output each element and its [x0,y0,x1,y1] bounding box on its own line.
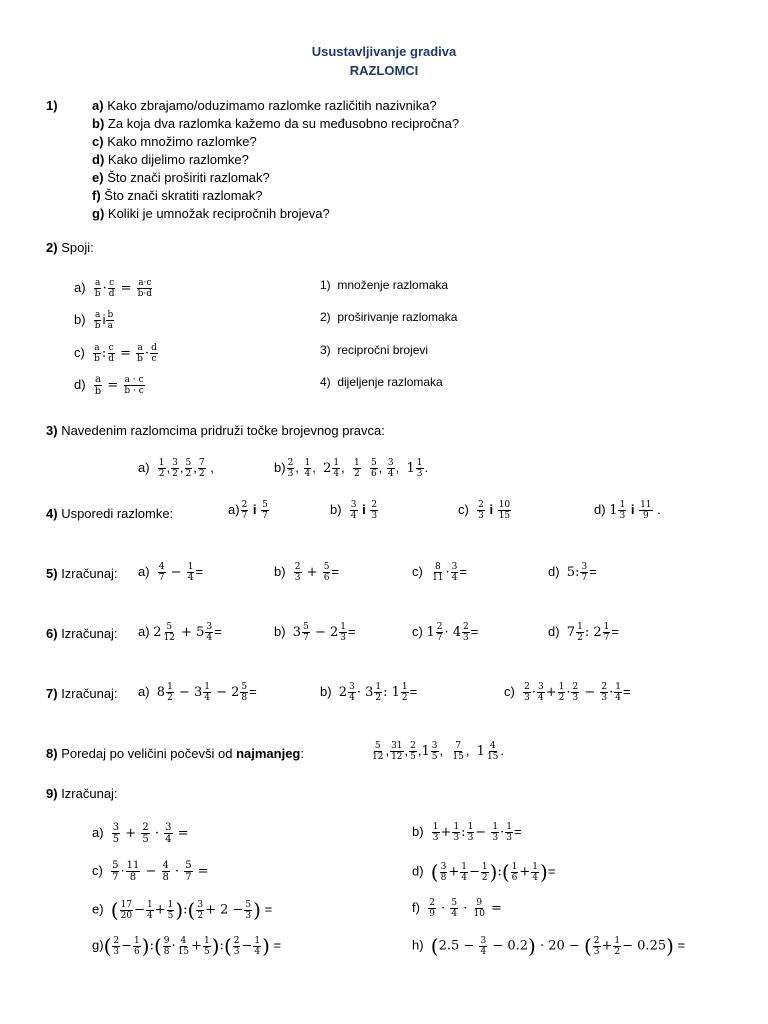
q1-item-a: a) Kako zbrajamo/oduzimamo razlomke različitih nazivnika? [92,98,437,113]
q9-e: e) ( $\frac{17}{20}$ − $\frac{1}{4}$ + $\frac{1}{5}$ ):( $\frac{3}{2}$ + 2 − $\frac{5}{3}$ ) = [92,898,273,922]
q8-header: 8) Poredaj po veličini počevši od najmanjeg: [46,746,304,761]
q2-right-1: 1) množenje razlomaka [320,278,449,292]
q7-b: b) 2 $\frac{3}{4}$ · 3 $\frac{1}{2}$ : 1 $\frac{1}{2}$ = [320,682,418,703]
q9-d: d) ( $\frac{3}{8}$ + $\frac{1}{4}$ − $\frac{1}{2}$ ):( $\frac{1}{6}$ + $\frac{1}{4}$ )= [412,860,556,884]
q6-d: d) 7 $\frac{1}{2}$ : 2 $\frac{1}{7}$ = [548,622,619,643]
q1-item-d: d) Kako dijelimo razlomke? [92,152,249,167]
q9-c: c) $\frac{5}{7}$ · $\frac{11}{8}$ − $\frac{4}{8}$ · $\frac{5}{7}$ = [92,860,209,883]
q2-right-4: 4) dijeljenje razlomaka [320,375,443,389]
q6-a: a) 2 $\frac{5}{12}$ + 5 $\frac{3}{4}$ = [138,622,222,643]
q9-g: g)( $\frac{2}{3}$ − $\frac{1}{6}$ ):( $\frac{9}{8}$ · $\frac{4}{15}$ + $\frac{1}{5}$ ):( $\frac{2}{3}$ − $\frac{1}{4}$ ) = [92,934,282,958]
q2-left-c: c) $\frac{a}{b}$ : $\frac{c}{d}$ = $\frac{a}{b}$ · $\frac{d}{c}$ [74,343,157,364]
q1-item-e: e) Što znači proširiti razlomak? [92,170,270,185]
q5-a: a) $\frac{4}{7}$ − $\frac{1}{4}$ = [138,562,204,583]
q8-fractions: $\frac{5}{12}$ , $\frac{31}{12}$ , $\frac{2}{5}$ ,1 $\frac{3}{5}$ , $\frac{7}{15}$ , 1 $\frac{4}{15}$ . [372,741,505,762]
q4-c: c) $\frac{2}{3}$ i $\frac{10}{15}$ [458,500,511,521]
q3-header: 3) Navedenim razlomcima pridruži točke brojevnog pravca: [46,423,385,438]
q1-item-g: g) Koliki je umnožak recipročnih brojeva? [92,206,330,221]
q9-a: a) $\frac{3}{5}$ + $\frac{2}{5}$ · $\frac{3}{4}$ = [92,822,189,845]
q9-h: h) (2.5 − $\frac{3}{4}$ − 0.2) · 20 − ( $\frac{2}{3}$ + $\frac{1}{2}$ − 0.25) = [412,934,686,958]
q1-number: 1) [46,98,58,113]
q1-item-f: f) Što znači skratiti razlomak? [92,188,263,203]
q9-header: 9) Izračunaj: [46,786,118,801]
q7-c: c) $\frac{2}{3}$ · $\frac{3}{4}$ + $\frac{1}{2}$ · $\frac{2}{3}$ − $\frac{2}{3}$ · $\frac{1}{4}$ = [504,682,631,703]
q5-header: 5) Izračunaj: [46,566,118,581]
q6-b: b) 3 $\frac{5}{7}$ − 2 $\frac{1}{3}$ = [274,622,356,643]
q9-b: b) $\frac{1}{3}$ + $\frac{1}{3}$ : $\frac{1}{3}$ − $\frac{1}{3}$ · $\frac{1}{3}$ = [412,822,522,843]
page-subtitle: RAZLOMCI [349,63,419,78]
q7-a: a) 8 $\frac{1}{2}$ − 3 $\frac{1}{4}$ − 2 $\frac{5}{8}$ = [138,682,257,703]
q4-d: d) 1 $\frac{1}{3}$ i $\frac{11}{9}$ . [594,500,661,521]
q3-b: b) $\frac{2}{3}$ , $\frac{1}{4}$ , 2 $\frac{1}{4}$ , $\frac{1}{2}$ $\frac{5}{6}$ , $\frac{3}{4}$ , 1 $\frac{1}{3}$ . [274,458,429,479]
q2-left-d: d) $\frac{a}{b}$ = $\frac{a \cdot c}{b \cdot c}$ [74,374,144,397]
q2-header: 2) Spoji: [46,240,94,255]
q1-item-b: b) Za koja dva razlomka kažemo da su međusobno recipročna? [92,116,460,131]
q4-header: 4) Usporedi razlomke: [46,506,174,521]
q4-a: a) $\frac{2}{7}$ i $\frac{5}{7}$ [228,500,268,521]
q2-right-2: 2) proširivanje razlomaka [320,310,458,324]
q2-left-b: b) $\frac{a}{b}$ i $\frac{b}{a}$ [74,310,114,331]
q5-c: c) $\frac{8}{11}$ · $\frac{3}{4}$ = [412,562,467,583]
page-title: Usustavljivanje gradiva [311,44,457,59]
q9-f: f) $\frac{2}{9}$ · $\frac{5}{4}$ · $\frac{9}{10}$ = [412,898,502,919]
q5-b: b) $\frac{2}{3}$ + $\frac{5}{6}$ = [274,562,340,583]
q3-a: a) $\frac{1}{2}$ , $\frac{3}{2}$ , $\frac{5}{2}$ , $\frac{7}{2}$ , [138,458,214,479]
q4-b: b) $\frac{3}{4}$ i $\frac{2}{3}$ [330,500,378,521]
q7-header: 7) Izračunaj: [46,686,118,701]
q6-c: c) 1 $\frac{2}{7}$ · 4 $\frac{2}{3}$ = [412,622,479,643]
q2-left-a: a) $\frac{a}{b}$ · $\frac{c}{d}$ = $\frac{a\cdot c}{b\cdot d}$ [74,278,153,299]
q2-right-3: 3) recipročni brojevi [320,343,429,357]
q6-header: 6) Izračunaj: [46,626,118,641]
q1-item-c: c) Kako množimo razlomke? [92,134,257,149]
q5-d: d) 5: $\frac{3}{7}$ = [548,562,597,583]
